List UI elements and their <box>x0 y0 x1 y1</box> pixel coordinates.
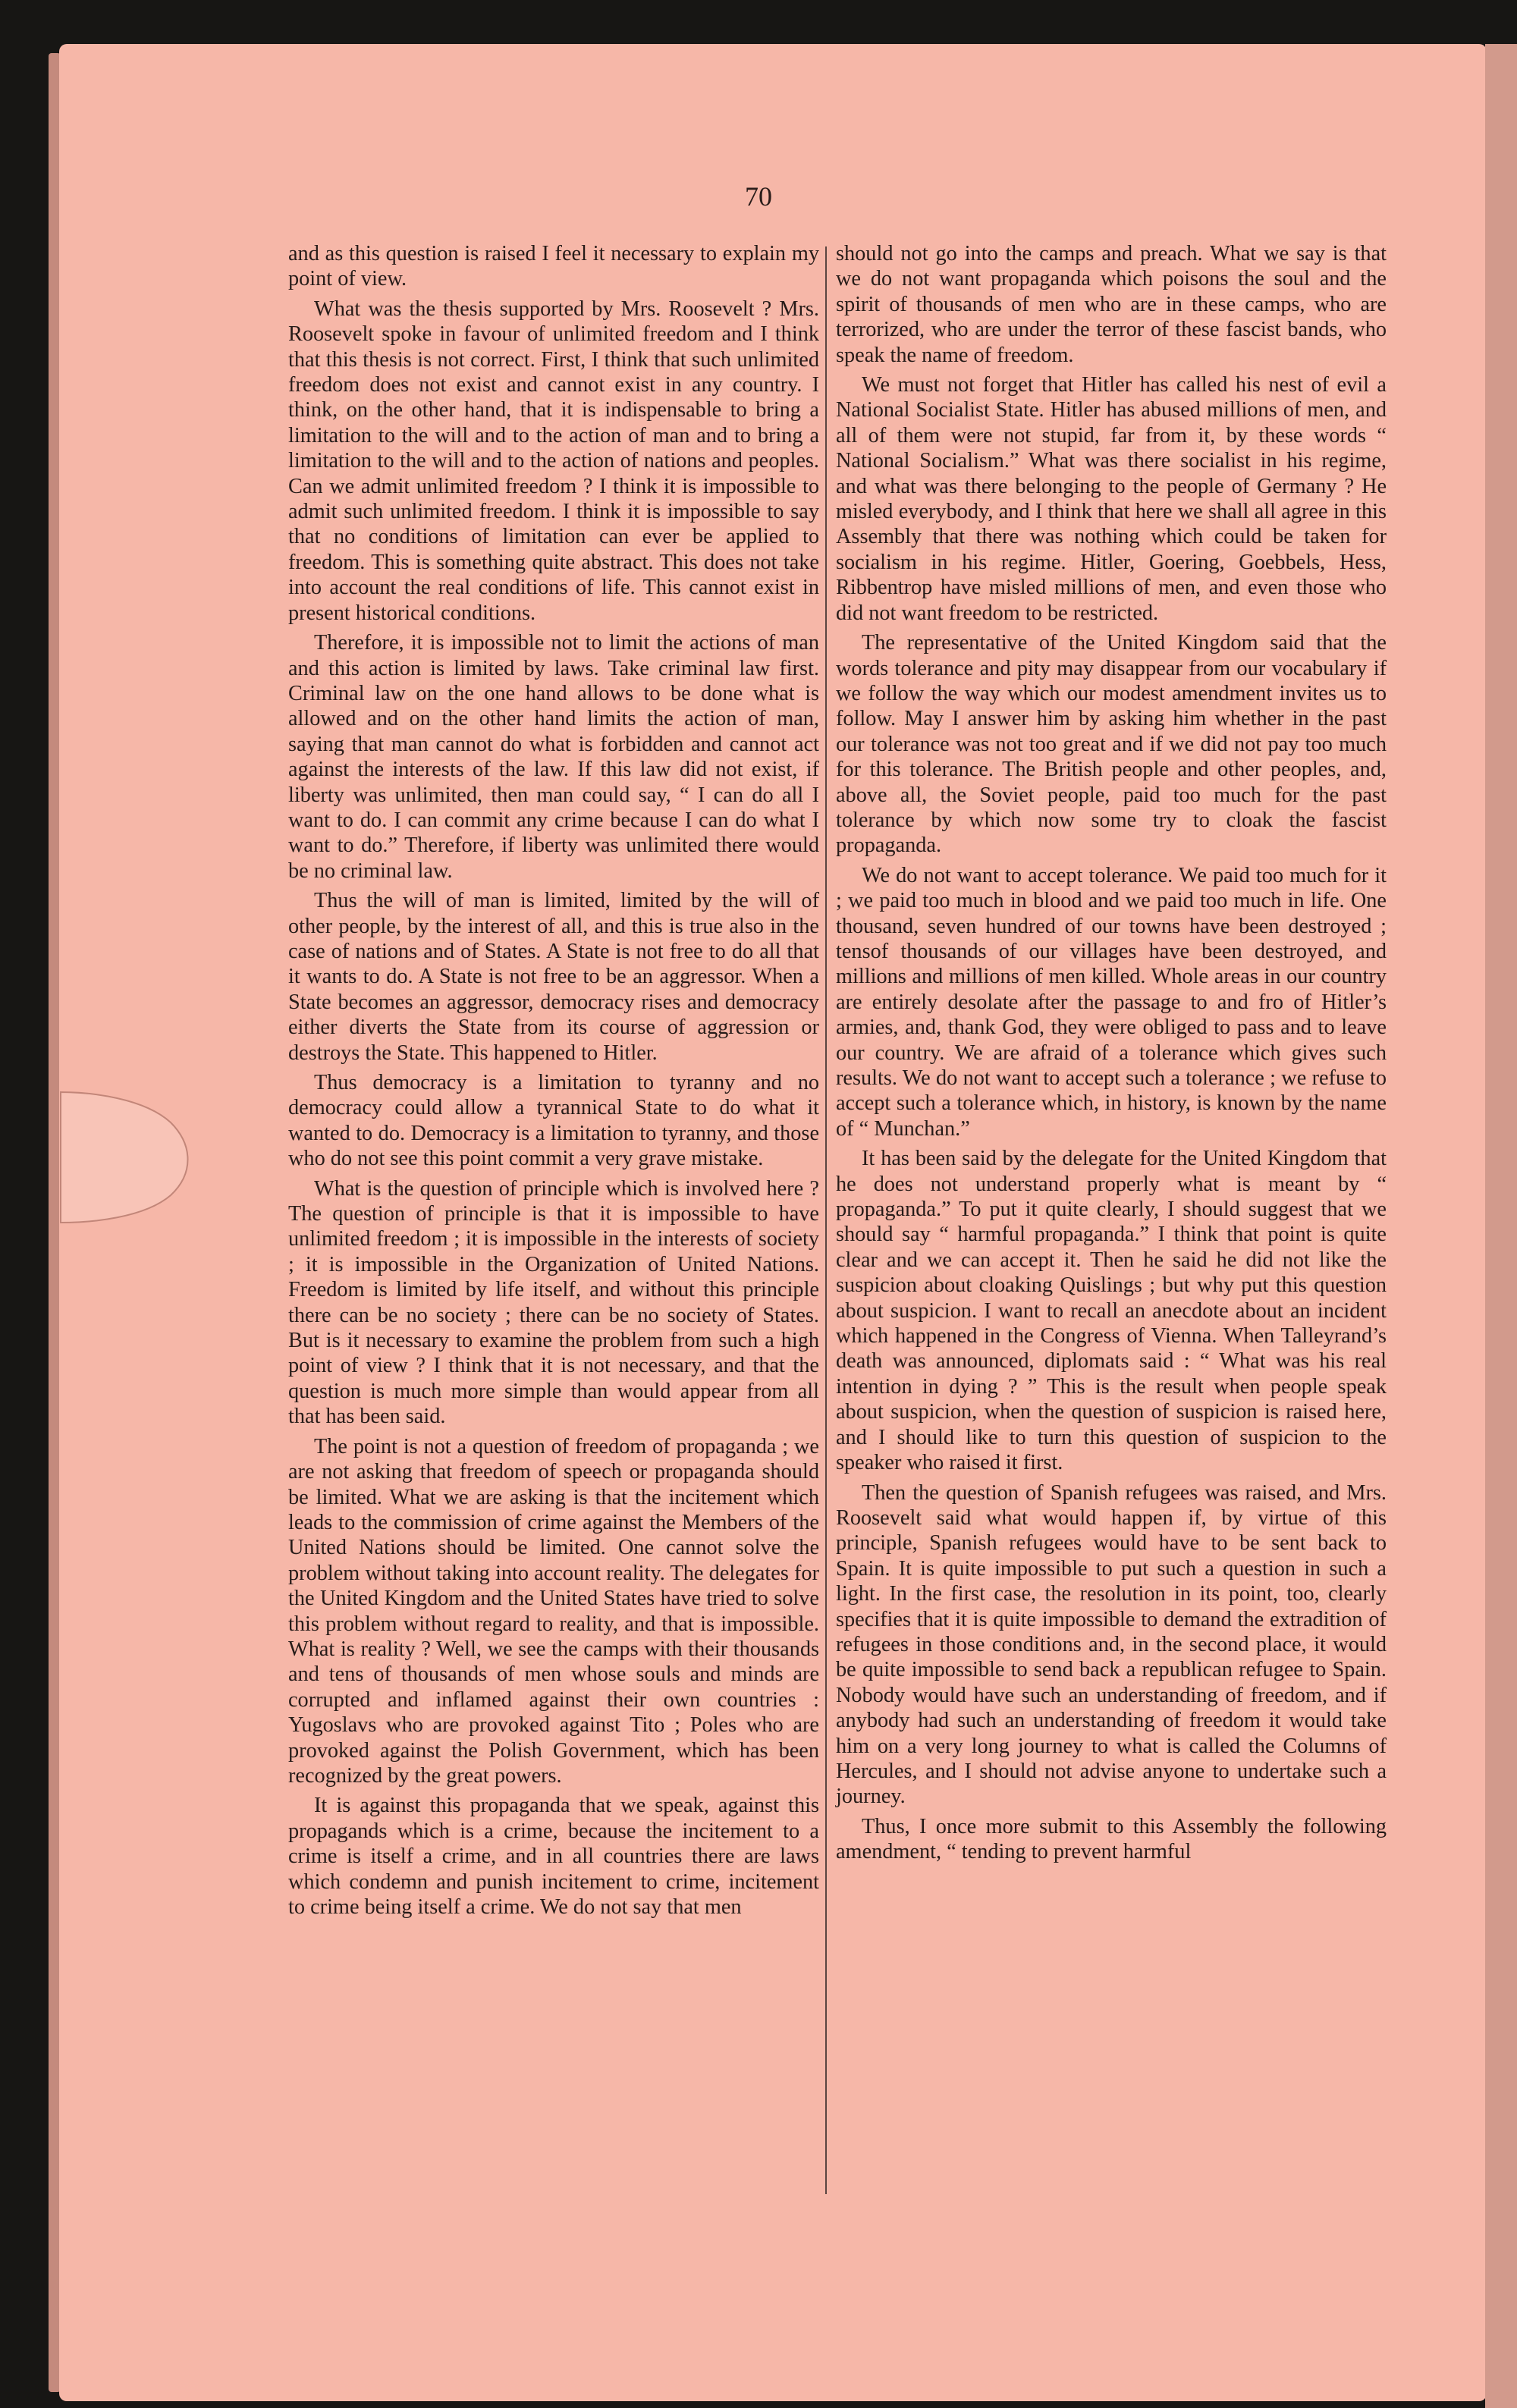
paragraph: It is against this propaganda that we speak, against this propagands which is a crime, because the incitement to a crime is itself a crime, and in all countries there are laws which condemn and punish incitement to crime, incitement to crime being itself a crime. We do not say that men <box>288 1794 819 1919</box>
paragraph: It has been said by the delegate for the United Kingdom that he does not understand properly what is meant by “ propaganda.” To put it quite clearly, I should suggest that we should say “ harmful propaganda.” I think that point is quite clear and we can accept it. Then he said he did not like the suspicion about cloaking Quislings ; but why put this question about suspicion. I want to recall an anecdote about an incident which happened in the Congress of Vienna. When Talleyrand’s death was announced, diplomats said : “ What was his real intention in dying ? ” This is the result when people speak about suspicion, when the question of suspicion is raised here, and I should like to turn this question of suspicion to the speaker who raised it first. <box>836 1147 1387 1475</box>
page-number: 70 <box>745 181 772 212</box>
paragraph: The point is not a question of freedom of propaganda ; we are not asking that freedom of speech or propaganda should be limited. What we are asking is that the incitement which leads to the commission of crime against the Members of the United Nations should be limited. One cannot solve the problem without taking into account reality. The delegates for the United Kingdom and the United States have tried to solve this problem without regard to reality, and that is impossible. What is reality ? Well, we see the camps with their thousands and tens of thousands of men whose souls and minds are corrupted and inflamed against their own countries : Yugoslavs who are provoked against Tito ; Poles who are provoked against the Polish Government, which has been recognized by the great powers. <box>288 1434 819 1788</box>
page-left-edge <box>49 53 61 2392</box>
paragraph: and as this question is raised I feel it necessary to explain my point of view. <box>288 242 819 291</box>
paragraph: The representative of the United Kingdom said that the words tolerance and pity may disappear from our vocabulary if we follow the way which our modest amendment invites us to follow. May I answer him by asking him whether in the past our tolerance was not too great and if we did not pay too much for this tolerance. The British people and other peoples, and, above all, the Soviet people, paid too much for the past tolerance by which now some try to cloak the fascist propaganda. <box>836 631 1387 858</box>
paragraph: Then the question of Spanish refugees was raised, and Mrs. Roosevelt said what would happen if, by virtue of this principle, Spanish refugees would have to be sent back to Spain. It is quite impossible to put such a question in such a light. In the first case, the resolution in its point, too, clearly specifies that it is quite impossible to demand the extradition of refugees in those conditions and, in the second place, it would be quite impossible to send back a republican refugee to Spain. Nobody would have such an understanding of freedom, and if anybody had such an understanding of freedom it would take him on a very long journey to what is called the Columns of Hercules, and I should not advise anyone to undertake such a journey. <box>836 1480 1387 1809</box>
column-divider <box>825 246 827 2194</box>
paragraph: Therefore, it is impossible not to limit the actions of man and this action is limited by laws. Take criminal law first. Criminal law on the one hand allows to be done what is allowed and on the other hand limits the action of man, saying that man cannot do what is forbidden and cannot act against the interests of the law. If this law did not exist, if liberty was unlimited, then man could say, “ I can do all I want to do. I can commit any crime because I can do what I want to do.” Therefore, if liberty was unlimited there would be no criminal law. <box>288 631 819 883</box>
page-right-edge <box>1485 44 1517 2408</box>
left-column <box>288 241 819 1924</box>
paragraph: Thus democracy is a limitation to tyranny and no democracy could allow a tyrannical State to do what it wanted to do. Democracy is a limitation to tyranny, and those who do not see this point commit a very grave mistake. <box>288 1071 819 1171</box>
paragraph: What was the thesis supported by Mrs. Roosevelt ? Mrs. Roosevelt spoke in favour of unlimited freedom and I think that this thesis is not correct. First, I think that such unlimited freedom does not exist and cannot exist in any country. I think, on the other hand, that it is indispensable to bring a limitation to the will and to the action of man and to bring a limitation to the will and to the action of nations and peoples. Can we admit unlimited freedom ? I think it is impossible to admit such unlimited freedom. I think it is impossible to say that no conditions of limitation can ever be applied to freedom. This is something quite abstract. This does not take into account the real conditions of life. This cannot exist in present historical conditions. <box>288 297 819 625</box>
paragraph: should not go into the camps and preach. What we say is that we do not want propaganda which poisons the soul and the spirit of thousands of men who are in these camps, who are terrorized, who are under the terror of these fascist bands, who speak the name of freedom. <box>836 242 1387 367</box>
right-column <box>836 241 1387 1870</box>
paragraph: Thus, I once more submit to this Assembly the following amendment, “ tending to prevent harmful <box>836 1814 1387 1864</box>
paragraph: What is the question of principle which is involved here ? The question of principle is that it is impossible to have unlimited freedom ; it is impossible in the interests of society ; it is impossible in the Organization of United Nations. Freedom is limited by life itself, and without this principle there can be no society ; there can be no society of States. But is it necessary to examine the problem from such a high point of view ? I think that it is not necessary, and that the question is much more simple than would appear from all that has been said. <box>288 1176 819 1429</box>
paragraph: We do not want to accept tolerance. We paid too much for it ; we paid too much in blood and we paid too much in life. One thousand, seven hundred of our towns have been destroyed ; tensof thousands of our villages have been destroyed, and millions and millions of men killed. Whole areas in our country are entirely desolate after the passage to and fro of Hitler’s armies, and, thank God, they were obliged to pass and to leave our country. We are afraid of a tolerance which gives such results. We do not want to accept such a tolerance ; we refuse to accept such a tolerance which, in history, is known by the name of “ Munchan.” <box>836 863 1387 1141</box>
paragraph: We must not forget that Hitler has called his nest of evil a National Socialist State. Hitler has abused millions of men, and all of them were not stupid, far from it, by these words “ National Socialism.” What was there socialist in his regime, and what was there belonging to the people of Germany ? He misled everybody, and I think that here we shall all agree in this Assembly that there was nothing which could be taken for socialism in his regime. Hitler, Goering, Goebbels, Hess, Ribbentrop have misled millions of men, and even those who did not want freedom to be restricted. <box>836 373 1387 625</box>
paragraph: Thus the will of man is limited, limited by the will of other people, by the interest of all, and this is true also in the case of nations and of States. A State is not free to do all that it wants to do. A State is not free to be an aggressor. When a State becomes an aggressor, democracy rises and democracy either diverts the State from its course of aggression or destroys the State. This happened to Hitler. <box>288 889 819 1065</box>
